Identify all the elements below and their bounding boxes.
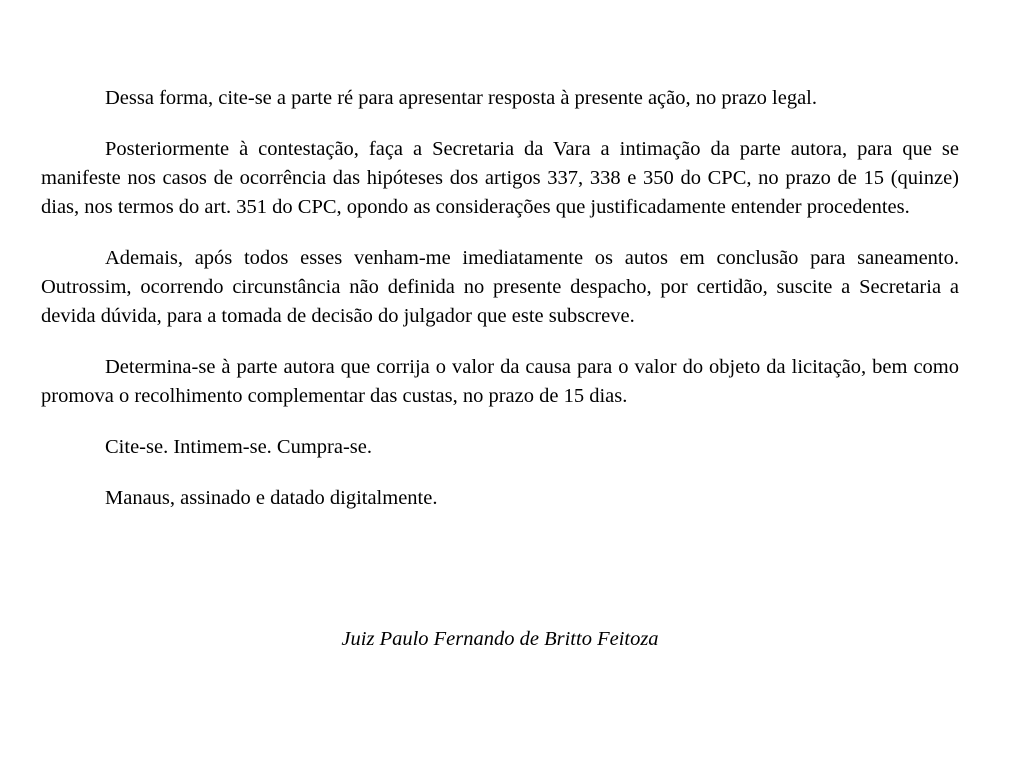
paragraph-place-date: Manaus, assinado e datado digitalmente.	[105, 487, 438, 509]
paragraph-saneamento: Ademais, após todos esses venham-me imediatamente os autos em conclusão para saneamento. Outrossim, ocorrendo circunstância não definida no presente despacho, por certidão, suscite a Secretaria a devida dúvida, para a tomada de decisão do julgador que este subscreve.	[41, 247, 959, 327]
paragraph-contestation: Posteriormente à contestação, faça a Secretaria da Vara a intimação da parte autora, para que se manifeste nos casos de ocorrência das hipóteses dos artigos 337, 338 e 350 do CPC, no prazo de 15 (quinze) dias, nos termos do art. 351 do CPC, opondo as considerações que justificadamente entender procedentes.	[41, 138, 959, 218]
paragraph-cite-intimem: Cite-se. Intimem-se. Cumpra-se.	[105, 436, 373, 458]
judge-signature: Juiz Paulo Fernando de Britto Feitoza	[341, 628, 659, 650]
document-body	[41, 84, 959, 535]
paragraph-citation: Dessa forma, cite-se a parte ré para apresentar resposta à presente ação, no prazo legal.	[105, 87, 817, 109]
paragraph-valor-causa: Determina-se à parte autora que corrija o valor da causa para o valor do objeto da licitação, bem como promova o recolhimento complementar das custas, no prazo de 15 dias.	[41, 356, 959, 407]
